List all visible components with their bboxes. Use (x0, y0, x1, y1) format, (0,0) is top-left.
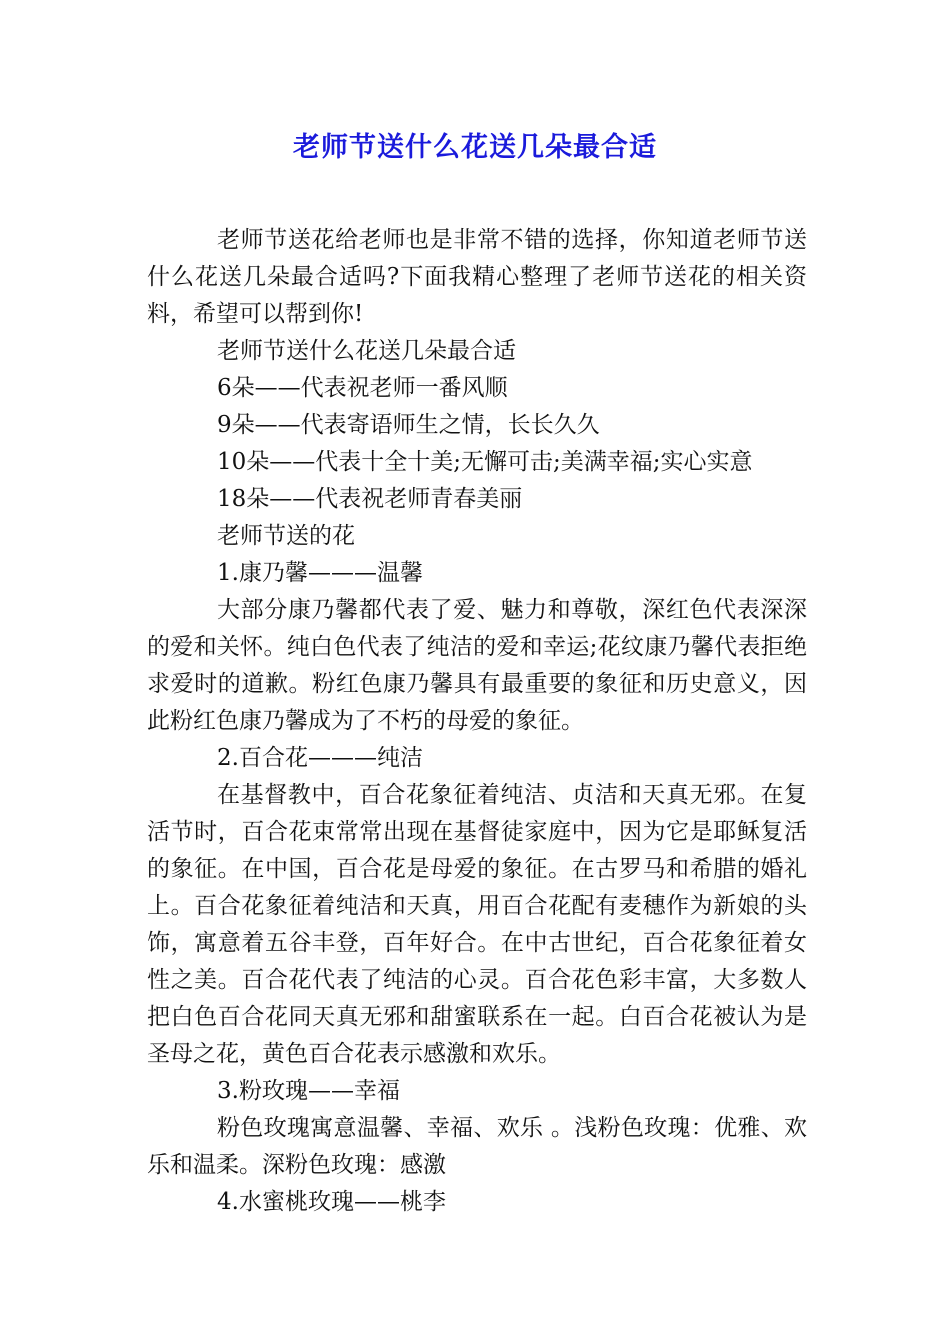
section-heading-flowers: 老师节送的花 (217, 523, 355, 549)
list-item-10: 10朵——代表十全十美;无懈可击;美满幸福;实心实意 (217, 449, 753, 475)
flower-heading-lily: 2.百合花———纯洁 (217, 745, 423, 771)
paragraph-pink-rose: 粉色玫瑰寓意温馨、幸福、欢乐 。浅粉色玫瑰：优雅、欢乐和温柔。深粉色玫瑰：感激 (147, 1115, 807, 1178)
paragraph-subheading: 老师节送什么花送几朵最合适 (217, 338, 516, 364)
document-body (147, 222, 807, 1221)
flower-heading-carnation: 1.康乃馨———温馨 (217, 560, 423, 586)
paragraph-carnation: 大部分康乃馨都代表了爱、魅力和尊敬，深红色代表深深的爱和关怀。纯白色代表了纯洁的爱和幸运;花纹康乃馨代表拒绝求爱时的道歉。粉红色康乃馨具有最重要的象征和历史意义，因此粉红色康乃馨成为了不朽的母爱的象征。 (147, 597, 807, 734)
list-item-18: 18朵——代表祝老师青春美丽 (217, 486, 523, 512)
paragraph-intro: 老师节送花给老师也是非常不错的选择，你知道老师节送什么花送几朵最合适吗?下面我精心整理了老师节送花的相关资料，希望可以帮到你! (147, 227, 807, 327)
document-title: 老师节送什么花送几朵最合适 (293, 132, 657, 163)
flower-heading-peach-rose: 4.水蜜桃玫瑰——桃李 (217, 1189, 446, 1215)
paragraph-lily: 在基督教中，百合花象征着纯洁、贞洁和天真无邪。在复活节时，百合花束常常出现在基督徒家庭中，因为它是耶稣复活的象征。在中国，百合花是母爱的象征。在古罗马和希腊的婚礼上。百合花象征着纯洁和天真，用百合花配有麦穗作为新娘的头饰，寓意着五谷丰登，百年好合。在中古世纪，百合花象征着女性之美。百合花代表了纯洁的心灵。百合花色彩丰富，大多数人把白色百合花同天真无邪和甜蜜联系在一起。白百合花被认为是圣母之花，黄色百合花表示感激和欢乐。 (147, 782, 807, 1067)
list-item-6: 6朵——代表祝老师一番风顺 (217, 375, 508, 401)
flower-heading-pink-rose: 3.粉玫瑰——幸福 (217, 1078, 400, 1104)
list-item-9: 9朵——代表寄语师生之情，长长久久 (217, 412, 600, 438)
